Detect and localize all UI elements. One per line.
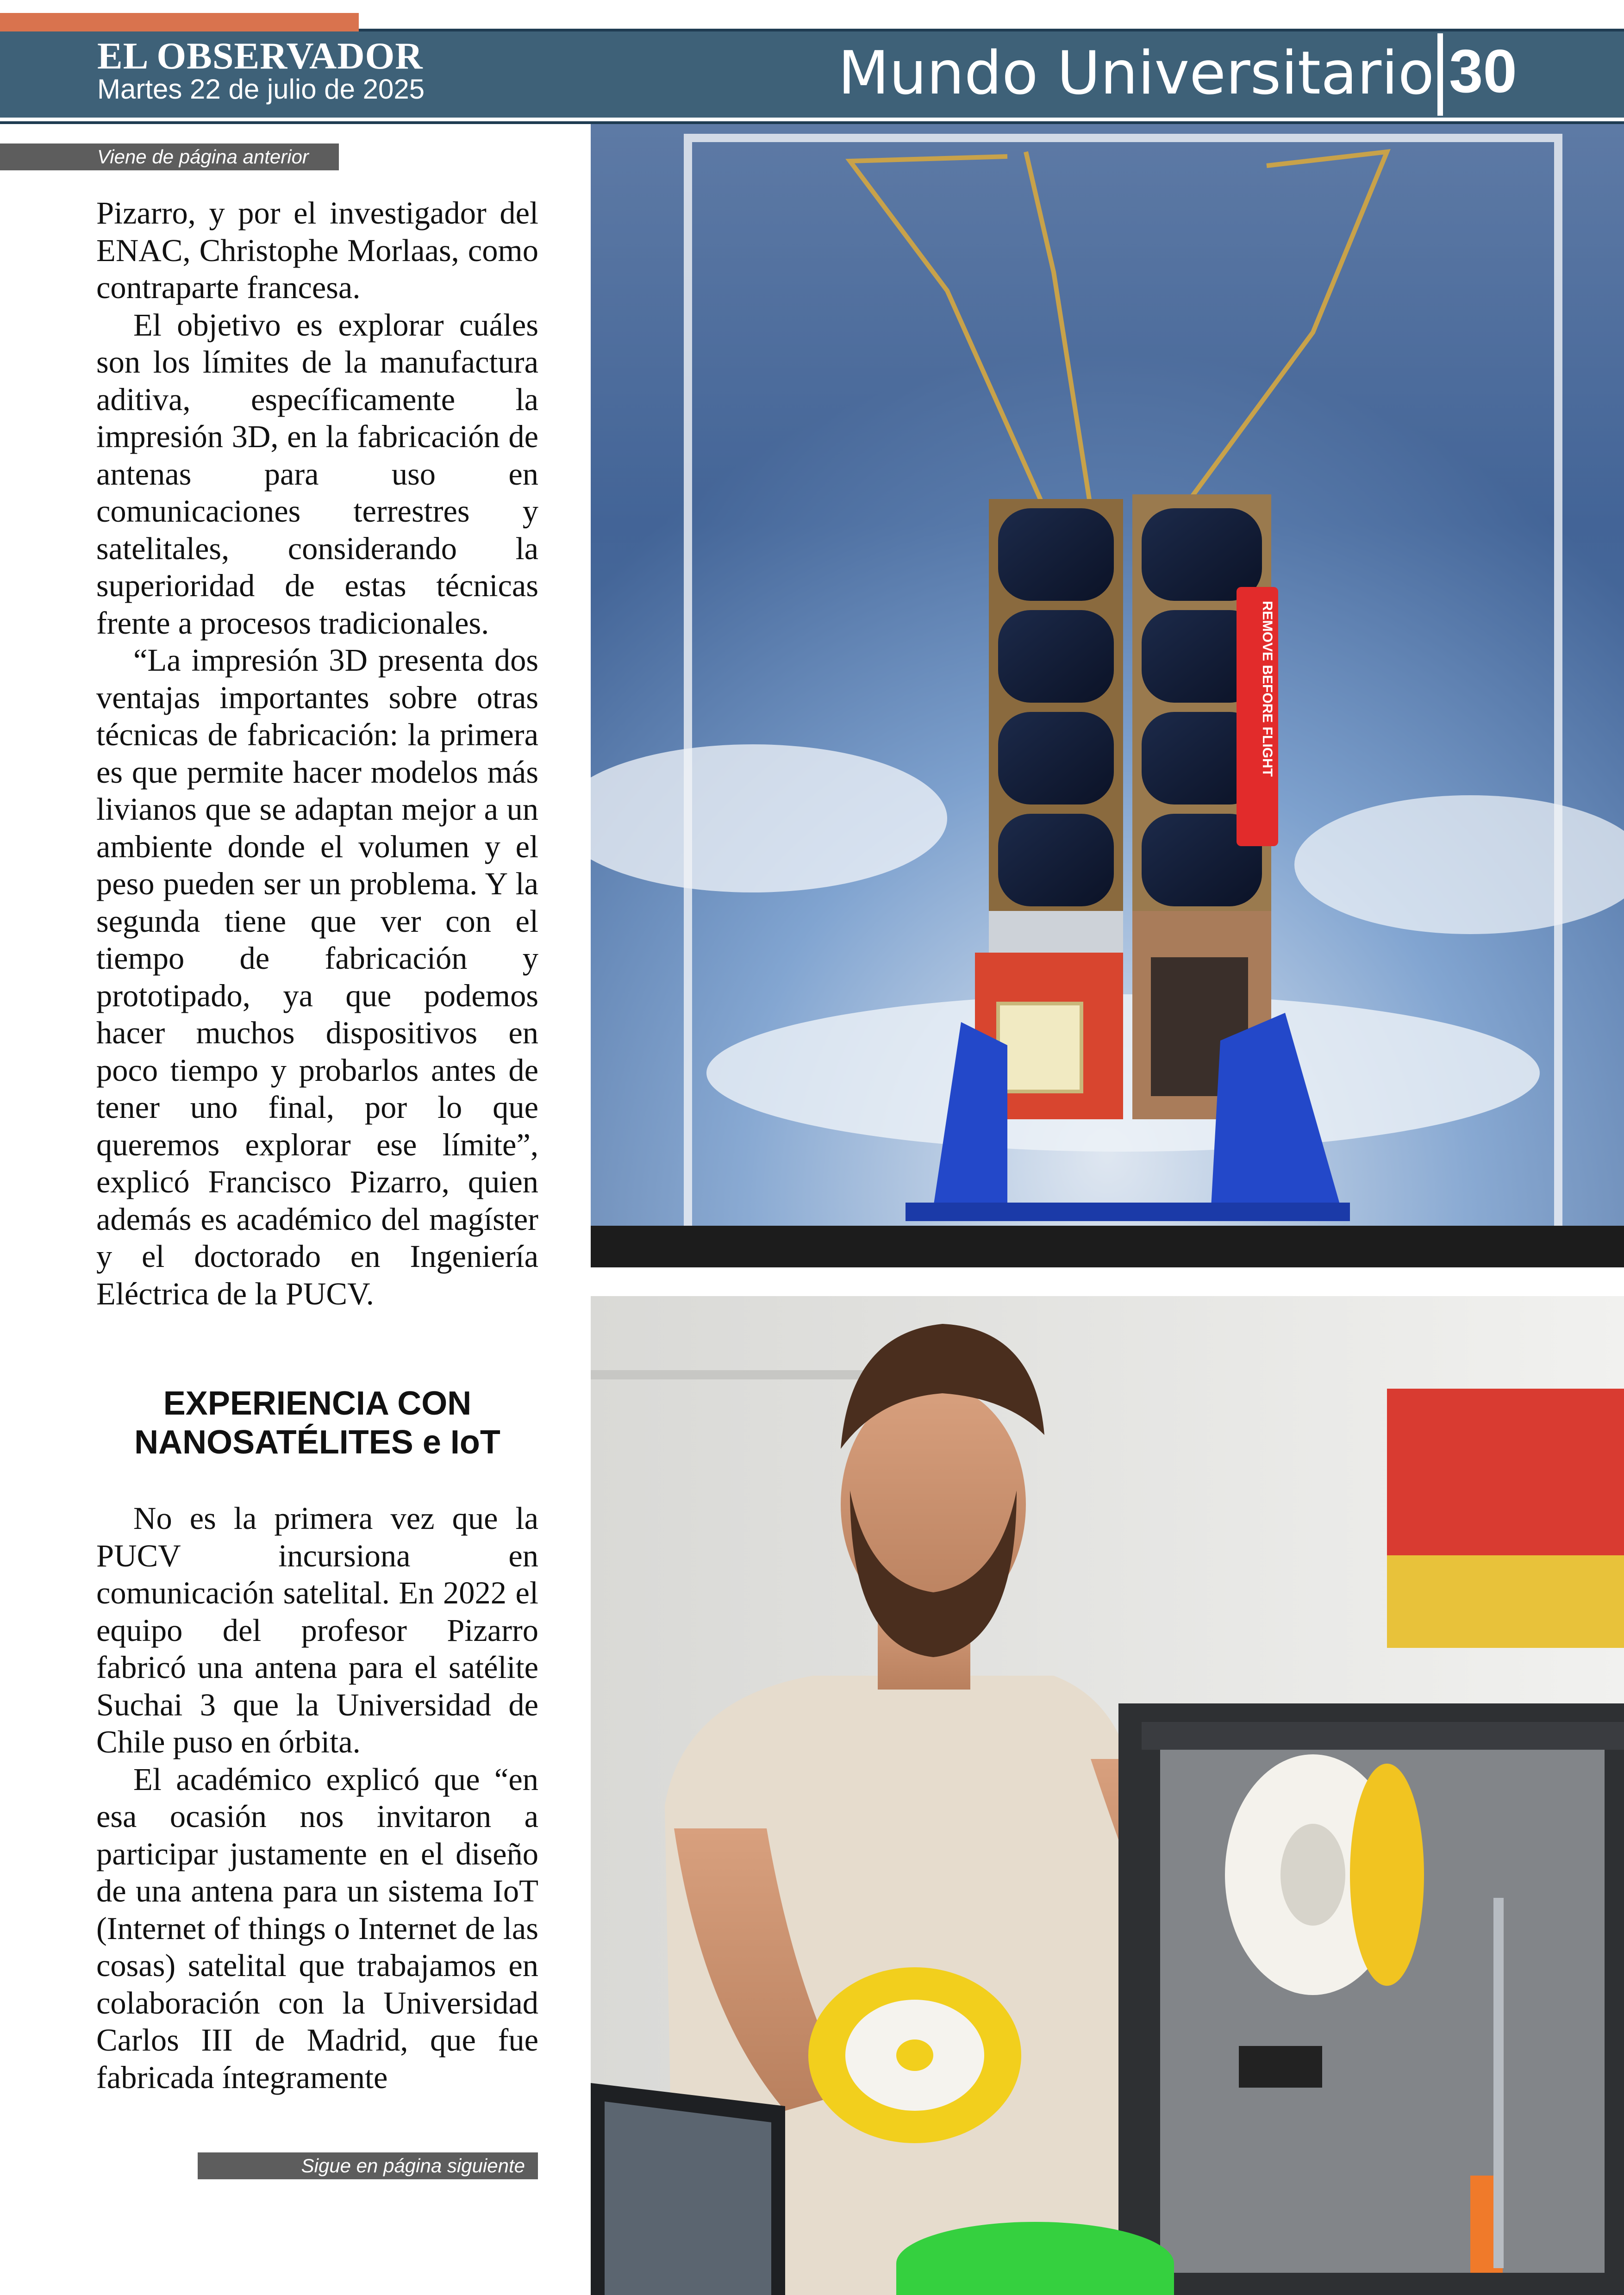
printer-lab-illustration (591, 1296, 1624, 2295)
page-number: 30 (1449, 37, 1517, 105)
section-title: Mundo Universitario (838, 39, 1434, 108)
header-accent-bar (0, 13, 359, 31)
issue-date: Martes 22 de julio de 2025 (97, 74, 425, 105)
newspaper-name: EL OBSERVADOR (97, 35, 423, 77)
continued-from-label[interactable]: Viene de página anterior (0, 143, 339, 170)
article-paragraph: El objetivo es explorar cuáles son los límites de la manufactura aditiva, específicamente la impresión 3D, en la fabricación de antenas para uso en comunicaciones terrestres y satelitales, considerando la superioridad de estas técnicas frente a procesos tradicionales. (96, 307, 538, 641)
article-column-bottom (96, 1500, 538, 2096)
article-subheading (96, 1384, 538, 1462)
header-divider (0, 118, 1624, 121)
subheading-line: EXPERIENCIA CON (163, 1385, 472, 1422)
cubesat-illustration (591, 124, 1624, 1267)
cubesat-photo[interactable] (591, 124, 1624, 1267)
page-number-separator (1437, 33, 1443, 116)
remove-before-flight-tag: REMOVE BEFORE FLIGHT (1260, 601, 1275, 777)
3d-printer-photo[interactable] (591, 1296, 1624, 2295)
continued-on-label[interactable]: Sigue en página siguiente (198, 2152, 538, 2179)
article-column-top (96, 194, 538, 1312)
article-paragraph: No es la primera vez que la PUCV incursiona en comunicación satelital. En 2022 el equipo del profesor Pizarro fabricó una antena para el satélite Suchai 3 que la Universidad de Chile puso en órbita. (96, 1501, 538, 1759)
article-paragraph: El académico explicó que “en esa ocasión nos invitaron a participar justamente en el diseño de una antena para un sistema IoT (Internet of things o Internet de las cosas) satelital que trabajamos en colaboración con la Universidad Carlos III de Madrid, que fue fabricada íntegramente (96, 1761, 538, 2095)
article-paragraph: Pizarro, y por el investigador del ENAC, Christophe Morlaas, como contraparte francesa. (96, 195, 538, 305)
subheading-line: NANOSATÉLITES e IoT (134, 1424, 500, 1461)
article-paragraph: “La impresión 3D presenta dos ventajas importantes sobre otras técnicas de fabricación: la primera es que permite hacer modelos más livianos que se adaptan mejor a un ambiente donde el volumen y el peso pueden ser un problema. Y la segunda tiene que ver con el tiempo de fabricación y prototipado, ya que podemos hacer muchos dispositivos en poco tiempo y probarlos antes de tener uno final, por lo que queremos explorar ese límite”, explicó Francisco Pizarro, quien además es académico del magíster y el doctorado en Ingeniería Eléctrica de la PUCV. (96, 642, 538, 1311)
